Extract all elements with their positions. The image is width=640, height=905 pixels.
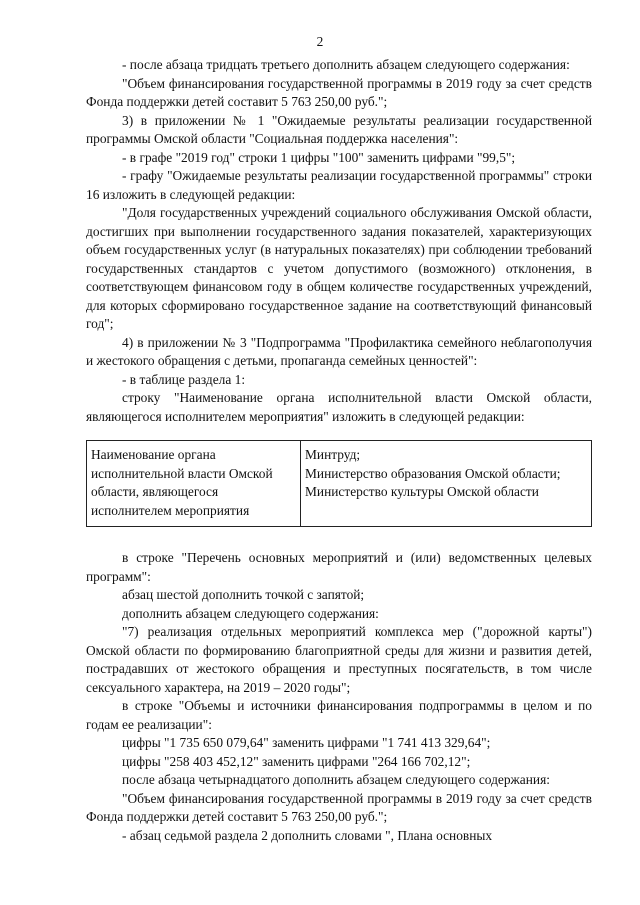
paragraph: строку "Наименование органа исполнительной власти Омской области, являющегося исполнителем мероприятия" изложить в следующей редакции: xyxy=(86,390,592,424)
cell-line: Министерство культуры Омской области xyxy=(305,484,539,499)
cell-line: исполнительной власти Омской xyxy=(91,465,273,481)
cell-line: Министерство образования Омской области; xyxy=(305,465,561,481)
paragraph: в строке "Объемы и источники финансирования подпрограммы в целом и по годам ее реализации": xyxy=(86,698,592,732)
paragraph: 3) в приложении № 1 "Ожидаемые результаты реализации государственной программы Омской области "Социальная поддержка населения": xyxy=(86,112,592,146)
paragraph: "7) реализация отдельных мероприятий комплекса мер ("дорожной карты") Омской области по формированию благоприятной среды для жизни и развития детей, пострадавших от жестокого обращения и преступных посягательств, в том числе сексуального характера, на 2019 – 2020 годы"; xyxy=(86,624,592,695)
paragraph: абзац шестой дополнить точкой с запятой; xyxy=(122,587,365,602)
table-cell-label xyxy=(87,441,301,527)
paragraph: цифры "1 735 650 079,64" заменить цифрами "1 741 413 329,64"; xyxy=(122,735,491,750)
document-body xyxy=(86,56,592,845)
cell-line: Минтруд; xyxy=(305,447,361,462)
paragraph: - абзац седьмой раздела 2 дополнить словами ", Плана основных xyxy=(122,827,493,843)
cell-line: Наименование органа xyxy=(91,447,216,462)
paragraph: - в графе "2019 год" строки 1 цифры "100" заменить цифрами "99,5"; xyxy=(122,149,516,165)
page-number: 2 xyxy=(316,34,324,49)
cell-line: области, являющегося xyxy=(91,484,219,499)
paragraph: "Объем финансирования государственной программы в 2019 году за счет средств Фонда поддержки детей составит 5 763 250,00 руб."; xyxy=(86,75,592,109)
paragraph: после абзаца четырнадцатого дополнить абзацем следующего содержания: xyxy=(122,772,550,787)
spacer xyxy=(86,527,592,549)
paragraph: в строке "Перечень основных мероприятий и (или) ведомственных целевых программ": xyxy=(86,550,592,584)
table-cell-value xyxy=(301,441,592,527)
paragraph: цифры "258 403 452,12" заменить цифрами "264 166 702,12"; xyxy=(122,753,471,769)
amendment-table xyxy=(86,440,592,527)
paragraph: 4) в приложении № 3 "Подпрограмма "Профилактика семейного неблагополучия и жестокого обращения с детьми, пропаганда семейных ценностей": xyxy=(86,334,592,368)
paragraph: "Объем финансирования государственной программы в 2019 году за счет средств Фонда поддержки детей составит 5 763 250,00 руб."; xyxy=(86,790,592,824)
spacer xyxy=(86,426,592,440)
paragraph: - графу "Ожидаемые результаты реализации государственной программы" строки 16 изложить в следующей редакции: xyxy=(86,168,592,202)
paragraph: "Доля государственных учреждений социального обслуживания Омской области, достигших при выполнении государственного задания показателей, характеризующих объем государственных услуг (в натуральных показателях) при соблюдении требований государственных стандартов с учетом допустимого (возможного) отклонения, в соответствующем финансовом году в общем количестве государственных учреждений, для которых сформировано государственное задание на соответствующий финансовый год"; xyxy=(86,205,592,331)
paragraph: - в таблице раздела 1: xyxy=(122,371,246,387)
cell-line: исполнителем мероприятия xyxy=(91,502,250,518)
table-row xyxy=(87,441,592,527)
paragraph: - после абзаца тридцать третьего дополнить абзацем следующего содержания: xyxy=(122,57,570,72)
paragraph: дополнить абзацем следующего содержания: xyxy=(122,605,379,621)
